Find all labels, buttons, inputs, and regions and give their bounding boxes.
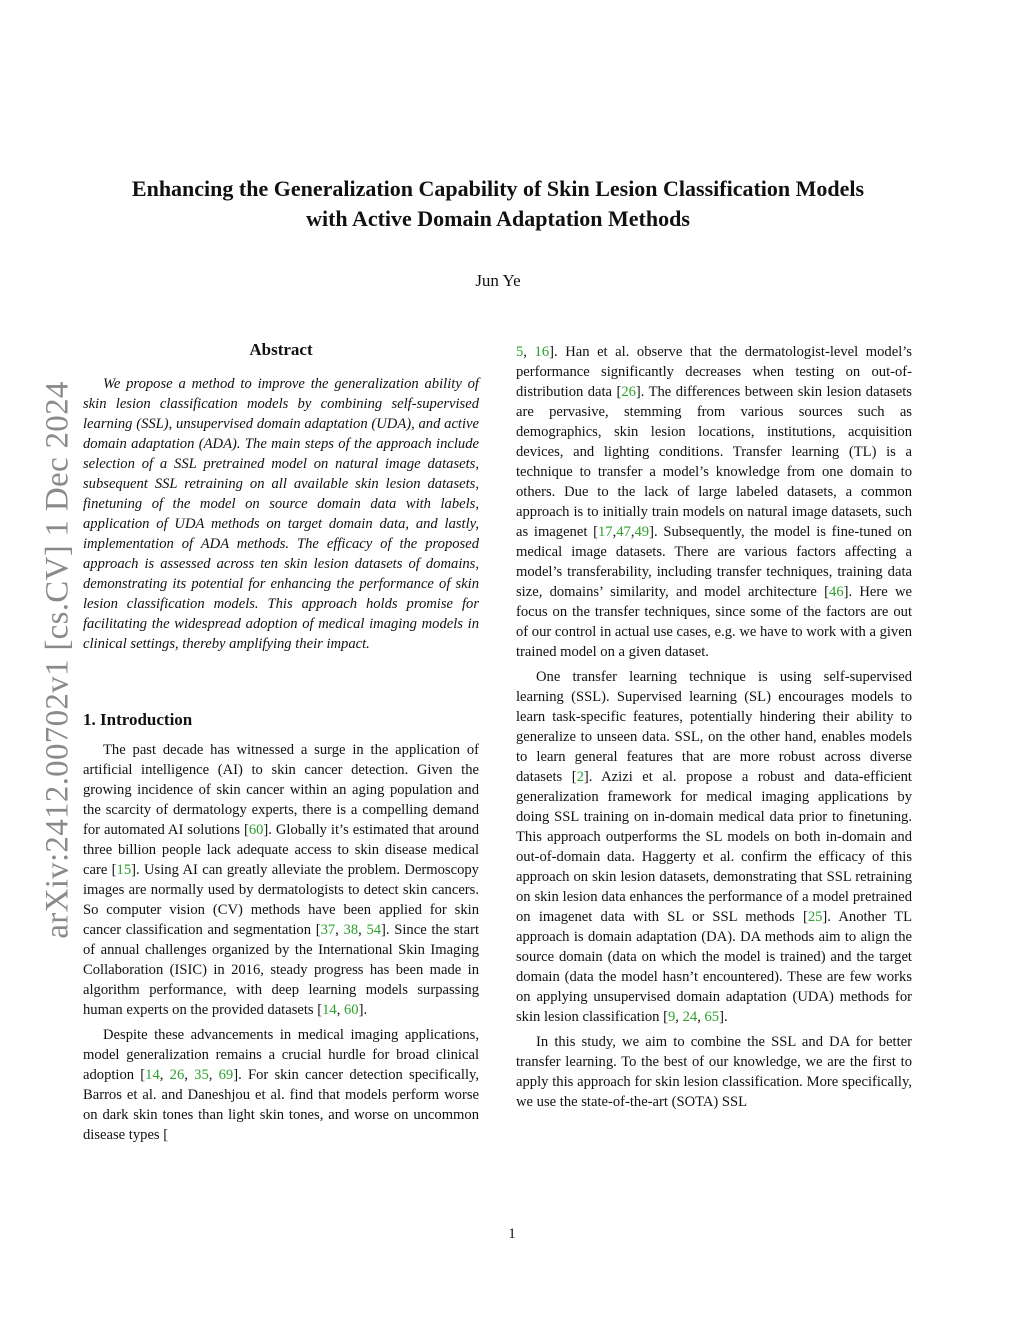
paragraph-text: ]. Since the start of annual challenges organized by the International Skin Imaging Collaboration (ISIC) in 2016, steady progress has been made in algorithm performance, with deep learning models surpassing human experts on the provided datasets [ xyxy=(83,922,480,1018)
citation-separator: , xyxy=(523,344,535,360)
paragraph-text: Despite these advancements in medical imaging applications, model generalization remains a crucial hurdle for broad clinical adoption [ xyxy=(83,1027,479,1083)
citation-link[interactable]: 24 xyxy=(682,1009,698,1025)
intro-paragraph-2-continued xyxy=(516,342,912,662)
paragraph-text: The past decade has witnessed a surge in the application of artificial intelligence (AI) to skin cancer detection. Given the growing incidence of skin cancer within an aging population and the scarcity of dermatology experts, there is a compelling demand for automated AI solutions [ xyxy=(83,742,479,838)
citation-link[interactable]: 14 xyxy=(322,1002,337,1018)
paper-title-line-1: Enhancing the Generalization Capability of Skin Lesion Classification Models xyxy=(131,176,865,201)
paragraph-text: ]. Han et al. observe that the dermatologist-level model’s performance significantly decreases when testing on out-of-distribution data [ xyxy=(516,344,912,400)
paragraph-text: ]. xyxy=(358,1002,368,1018)
citation-link[interactable]: 37 xyxy=(320,922,336,938)
citation-link[interactable]: 25 xyxy=(807,909,823,925)
paragraph-text: ]. xyxy=(719,1009,728,1025)
citation-link[interactable]: 69 xyxy=(218,1067,234,1083)
arxiv-identifier-stamp: arXiv:2412.00702v1 [cs.CV] 1 Dec 2024 xyxy=(39,381,76,939)
intro-paragraph-1 xyxy=(83,740,479,1020)
author-name: Jun Ye xyxy=(475,271,521,290)
paragraph-text: In this study, we aim to combine the SSL and DA for better transfer learning. To the best of our knowledge, we are the first to apply this approach for skin lesion classification. More specifically, we use the state-of-the-art (SOTA) SSL xyxy=(516,1034,912,1110)
citation-separator: , xyxy=(335,922,344,938)
citation-separator: , xyxy=(630,524,635,540)
citation-separator: , xyxy=(697,1009,705,1025)
abstract-heading: Abstract xyxy=(249,340,313,359)
paragraph-text: ]. Azizi et al. propose a robust and data-efficient generalization framework for medical imaging applications by doing SSL training on in-domain medical data prior to finetuning. This approach outperforms the SL models on both in-domain and out-of-domain data. Haggerty et al. confirm the efficacy of this approach on skin lesion datasets, demonstrating that SSL retraining on skin lesion data enhances the performance of a model pretrained on imagenet data with SL or SSL methods [ xyxy=(516,769,912,925)
citation-link[interactable]: 54 xyxy=(366,922,382,938)
citation-link[interactable]: 35 xyxy=(194,1067,209,1083)
citation-link[interactable]: 16 xyxy=(534,344,550,360)
right-column xyxy=(516,342,912,1117)
citation-link[interactable]: 26 xyxy=(169,1067,185,1083)
citation-link[interactable]: 60 xyxy=(248,822,264,838)
citation-link[interactable]: 47 xyxy=(616,524,631,540)
citation-link[interactable]: 15 xyxy=(116,862,132,878)
citation-link[interactable]: 5 xyxy=(516,344,524,360)
abstract-text: We propose a method to improve the generalization ability of skin lesion classification models by combining self-supervised learning (SSL), unsupervised domain adaptation (UDA), and active domain adaptation (ADA). The main steps of the approach include selection of a SSL pretrained model on natural image datasets, subsequent SSL retraining on all available skin lesion datasets, finetuning of the model on source domain data with labels, application of UDA methods on target domain data, and lastly, implementation of ADA methods. The efficacy of the proposed approach is assessed across ten skin lesion datasets of domains, demonstrating its potential for enhancing the performance of skin lesion classification models. This approach holds promise for facilitating the widespread adoption of medical imaging models in clinical settings, thereby amplifying their impact. xyxy=(83,376,479,652)
paragraph-text: ]. Using AI can greatly alleviate the problem. Dermoscopy images are normally used by dermatologists to detect skin cancers. So computer vision (CV) methods have been applied for skin cancer classification and segmentation [ xyxy=(83,862,479,938)
citation-link[interactable]: 2 xyxy=(576,769,584,785)
citation-link[interactable]: 26 xyxy=(621,384,636,400)
paragraph-text: ]. Here we focus on the transfer techniques, since some of the factors are out of our control in actual use cases, e.g. we have to work with a given trained model on a given dataset. xyxy=(516,584,912,660)
citation-link[interactable]: 49 xyxy=(634,524,650,540)
paper-title-line-2: with Active Domain Adaptation Methods xyxy=(306,206,690,231)
citation-link[interactable]: 9 xyxy=(668,1009,676,1025)
paragraph-text: ]. The differences between skin lesion datasets are pervasive, stemming from various sources such as demographics, skin lesion locations, institutions, acquisition devices, and lighting conditions. Transfer learning (TL) is a technique to transfer a model’s knowledge from one domain to others. Due to the lack of large labeled datasets, a common approach is to initially train models on natural image datasets, such as imagenet [ xyxy=(516,384,912,540)
intro-paragraph-4 xyxy=(516,1032,912,1112)
citation-separator: , xyxy=(184,1067,195,1083)
paragraph-text: One transfer learning technique is using self-supervised learning (SSL). Supervised learning (SL) encourages models to learn task-specific features, potentially hindering their ability to generalize to unseen data. SSL, on the other hand, enables models to learn general features that are more robust across diverse datasets [ xyxy=(516,669,912,785)
citation-link[interactable]: 46 xyxy=(829,584,844,600)
citation-separator: , xyxy=(612,524,617,540)
intro-paragraph-2 xyxy=(83,1025,479,1145)
citation-link[interactable]: 60 xyxy=(344,1002,359,1018)
paragraph-text: ]. Globally it’s estimated that around three billion people lack adequate access to skin disease medical care [ xyxy=(83,822,479,878)
paragraph-text: ]. Another TL approach is domain adaptation (DA). DA methods aim to align the source domain (data on which the model is trained) and the target domain (data the model hasn’t encountered). These are few works on applying unsupervised domain adaptation (UDA) methods for skin lesion classification [ xyxy=(516,909,912,1025)
left-column xyxy=(83,340,479,1150)
citation-link[interactable]: 65 xyxy=(704,1009,720,1025)
paper-title xyxy=(80,174,916,234)
intro-paragraph-3 xyxy=(516,667,912,1027)
page-number: 1 xyxy=(508,1226,516,1242)
citation-link[interactable]: 38 xyxy=(343,922,359,938)
citation-link[interactable]: 17 xyxy=(597,524,613,540)
paragraph-text: ]. For skin cancer detection specifically, Barros et al. and Daneshjou et al. find that models perform worse on dark skin tones than light skin tones, and worse on uncommon disease types [ xyxy=(83,1067,480,1143)
citation-separator: , xyxy=(675,1009,683,1025)
citation-separator: , xyxy=(159,1067,170,1083)
paragraph-text: ]. Subsequently, the model is fine-tuned on medical image datasets. There are various factors affecting a model’s transferability, including transfer techniques, training data size, domains’ similarity, and model architecture [ xyxy=(516,524,912,600)
citation-separator: , xyxy=(358,922,367,938)
introduction-heading: 1. Introduction xyxy=(83,710,193,729)
citation-separator: , xyxy=(208,1067,219,1083)
citation-separator: , xyxy=(336,1002,344,1018)
citation-link[interactable]: 14 xyxy=(145,1067,160,1083)
